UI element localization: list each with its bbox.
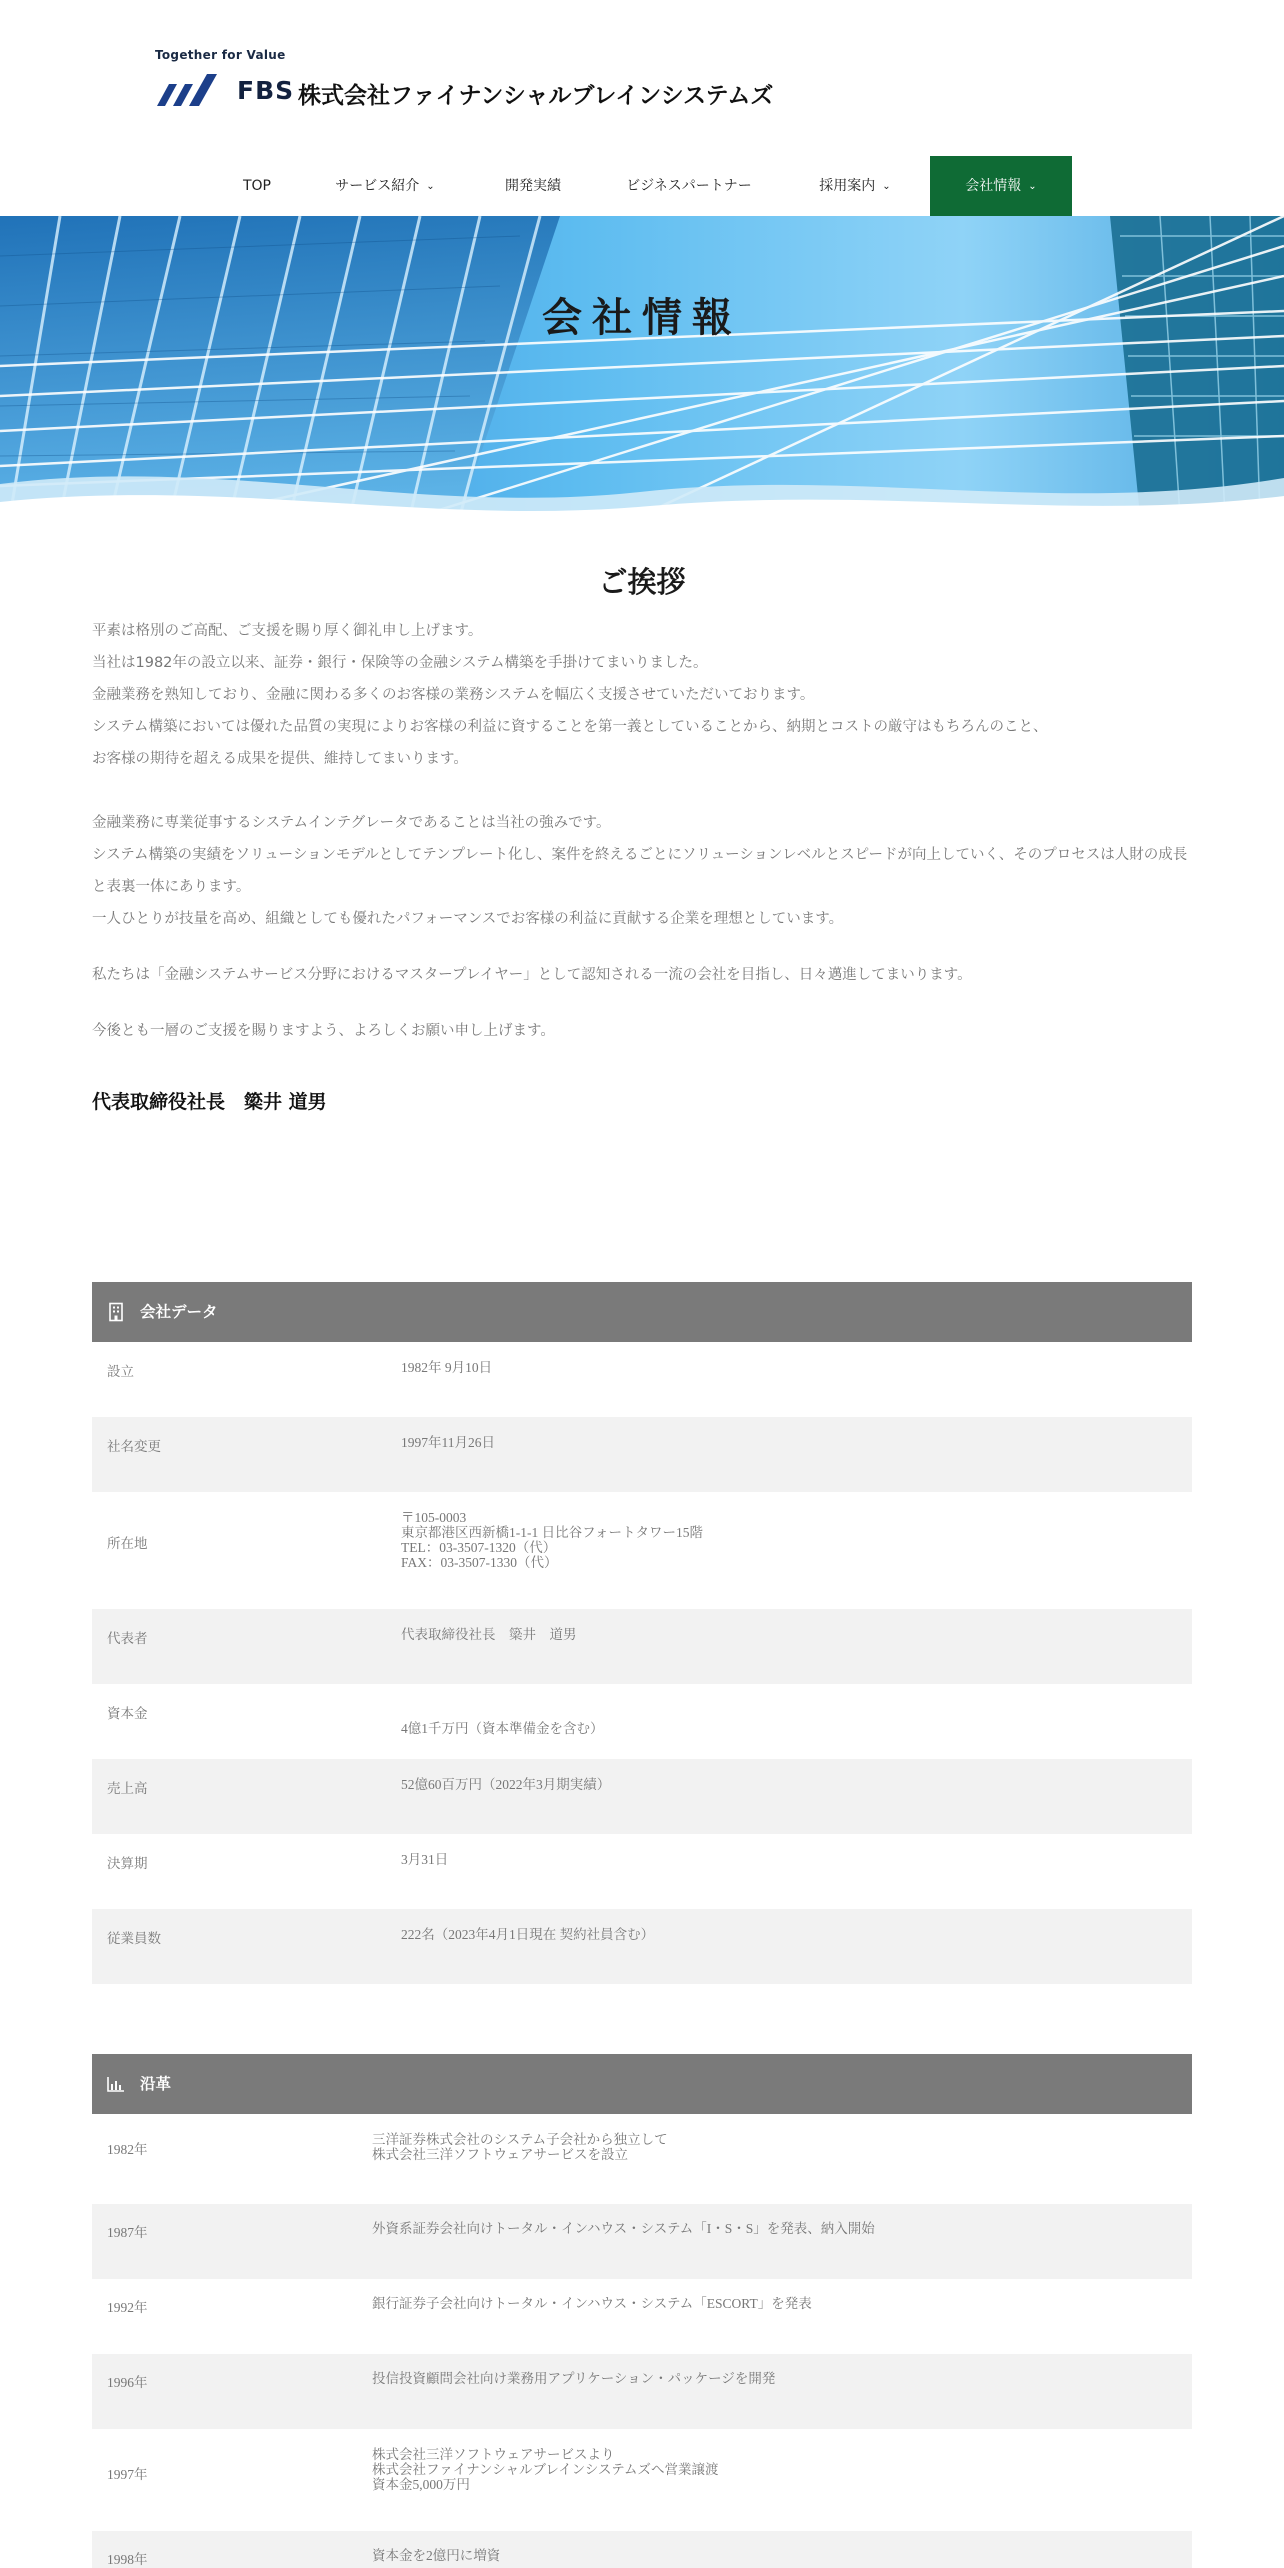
- nav-item-development[interactable]: [478, 156, 588, 216]
- row-value: 3月31日: [401, 1852, 449, 1867]
- row-value: 外資系証券会社向けトータル・インハウス・システム「I・S・S」を発表、納入開始: [372, 2221, 875, 2236]
- row-label: 1982年: [107, 2142, 148, 2157]
- row-value: 222名（2023年4月1日現在 契約社員含む）: [401, 1927, 655, 1942]
- row-label: 設立: [107, 1364, 134, 1379]
- greeting-line: 一人ひとりが技量を高め、組織としても優れたパフォーマンスでお客様の利益に貢献する企業を理想としています。: [92, 911, 844, 927]
- row-value: 4億1千万円（資本準備金を含む）: [401, 1721, 604, 1736]
- row-label: 1992年: [107, 2300, 148, 2315]
- main-nav: [0, 156, 1284, 216]
- row-label: 従業員数: [107, 1931, 161, 1946]
- nav-label: サービス紹介: [335, 178, 420, 194]
- table-row: [92, 2204, 1192, 2279]
- table-row: [92, 2279, 1192, 2354]
- row-label: 社名変更: [107, 1439, 161, 1454]
- nav-label: 開発実績: [505, 178, 561, 194]
- company-name: 株式会社ファイナンシャルブレインシステムズ: [298, 83, 774, 109]
- greeting-line: お客様の期待を超える成果を提供、維持してまいります。: [92, 751, 468, 767]
- greeting-spacer: [92, 935, 1192, 959]
- row-label: 売上高: [107, 1781, 148, 1796]
- greeting-line: システム構築の実績をソリューションモデルとしてテンプレート化し、案件を終えるごとにソリューションレベルとスピードが向上していく、そのプロセスは人財の成長と表裏一体にあります。: [92, 847, 1188, 895]
- greeting-line: システム構築においては優れた品質の実現によりお客様の利益に資することを第一義としていることから、納期とコストの厳守はもちろんのこと、: [92, 719, 1048, 735]
- greeting-spacer: [92, 775, 1192, 807]
- brand-name: FBS: [237, 76, 295, 105]
- row-value: 資本金を2億円に増資: [372, 2548, 501, 2563]
- row-label: 1987年: [107, 2225, 148, 2240]
- nav-label: 会社情報: [965, 178, 1022, 194]
- row-value: 1982年 9月10日: [401, 1360, 493, 1375]
- company-data-title: 会社データ: [140, 1303, 218, 1321]
- greeting-line: 今後とも一層のご支援を賜りますよう、よろしくお願い申し上げます。: [92, 1023, 555, 1039]
- row-label: 1998年: [107, 2552, 148, 2567]
- greeting-line: 私たちは「金融システムサービス分野におけるマスタープレイヤー」として認知される一流の会社を目指し、日々邁進してまいります。: [92, 967, 972, 983]
- row-value: 三洋証券株式会社のシステム子会社から独立して 株式会社三洋ソフトウェアサービスを設立: [372, 2132, 668, 2162]
- table-row: [92, 2354, 1192, 2429]
- row-label: 1997年: [107, 2467, 148, 2482]
- fbs-logo-mark-icon: [155, 70, 231, 110]
- site-header: [0, 0, 1284, 216]
- table-row: [92, 1609, 1192, 1684]
- greeting-line: 金融業務を熟知しており、金融に関わる多くのお客様の業務システムを幅広く支援させていただいております。: [92, 687, 815, 703]
- table-row: [92, 2114, 1192, 2204]
- history-title: 沿革: [140, 2075, 172, 2093]
- row-value: 銀行証券子会社向けトータル・インハウス・システム「ESCORT」を発表: [372, 2296, 812, 2311]
- greeting-line: 平素は格別のご高配、ご支援を賜り厚く御礼申し上げます。: [92, 623, 483, 639]
- chevron-down-icon: ⌄: [882, 181, 891, 192]
- greeting-line: 当社は1982年の設立以来、証券・銀行・保険等の金融システム構築を手掛けてまいりました。: [92, 655, 708, 671]
- building-icon: [106, 1302, 126, 1322]
- nav-item-top[interactable]: [214, 156, 300, 216]
- nav-label: 採用案内: [819, 178, 876, 194]
- table-row: [92, 1417, 1192, 1492]
- chevron-down-icon: ⌄: [426, 181, 435, 192]
- table-row: [92, 1759, 1192, 1834]
- row-label: 資本金: [107, 1706, 148, 1721]
- ceo-signature: 代表取締役社長 簗井 道男: [92, 1091, 327, 1113]
- tagline: Together for Value: [155, 48, 286, 62]
- row-label: 1996年: [107, 2375, 148, 2390]
- table-row: [92, 2531, 1192, 2568]
- nav-label: TOP: [242, 178, 271, 194]
- greeting-body: [92, 615, 1192, 1047]
- nav-item-company[interactable]: [930, 156, 1072, 216]
- row-label: 代表者: [107, 1631, 148, 1646]
- row-value: 株式会社三洋ソフトウェアサービスより 株式会社ファイナンシャルブレインシステムズへ営業譲渡 資本金5,000万円: [372, 2447, 719, 2492]
- row-value: 代表取締役社長 簗井 道男: [401, 1627, 577, 1642]
- table-row: [92, 1492, 1192, 1609]
- site-logo[interactable]: [155, 48, 795, 108]
- nav-item-recruit[interactable]: [790, 156, 920, 216]
- chevron-down-icon: ⌄: [1028, 181, 1037, 192]
- company-data-header: [92, 1282, 1192, 1342]
- hero-banner: [0, 216, 1284, 516]
- greeting-line: 金融業務に専業従事するシステムインテグレータであることは当社の強みです。: [92, 815, 611, 831]
- row-label: 決算期: [107, 1856, 148, 1871]
- table-row: [92, 1684, 1192, 1759]
- nav-item-services[interactable]: [310, 156, 460, 216]
- table-row: [92, 1342, 1192, 1417]
- greeting-spacer: [92, 991, 1192, 1015]
- row-value: 1997年11月26日: [401, 1435, 495, 1450]
- page-title: 会社情報: [542, 295, 742, 341]
- table-row: [92, 2429, 1192, 2531]
- row-label: 所在地: [107, 1536, 148, 1551]
- greeting-title: ご挨拶: [598, 565, 686, 599]
- table-row: [92, 1909, 1192, 1984]
- row-value: 投信投資顧問会社向け業務用アプリケーション・パッケージを開発: [372, 2371, 776, 2386]
- nav-item-business-partner[interactable]: [604, 156, 774, 216]
- bar-chart-icon: [106, 2074, 126, 2094]
- row-value: 52億60百万円（2022年3月期実績）: [401, 1777, 611, 1792]
- nav-label: ビジネスパートナー: [626, 178, 752, 194]
- table-row: [92, 1834, 1192, 1909]
- hero-background-image: [0, 216, 1284, 516]
- history-header: [92, 2054, 1192, 2114]
- row-value: 〒105-0003 東京都港区西新橋1-1-1 日比谷フォートタワー15階 TEL：03-3507-1320（代） FAX：03-3507-1330（代）: [401, 1510, 703, 1570]
